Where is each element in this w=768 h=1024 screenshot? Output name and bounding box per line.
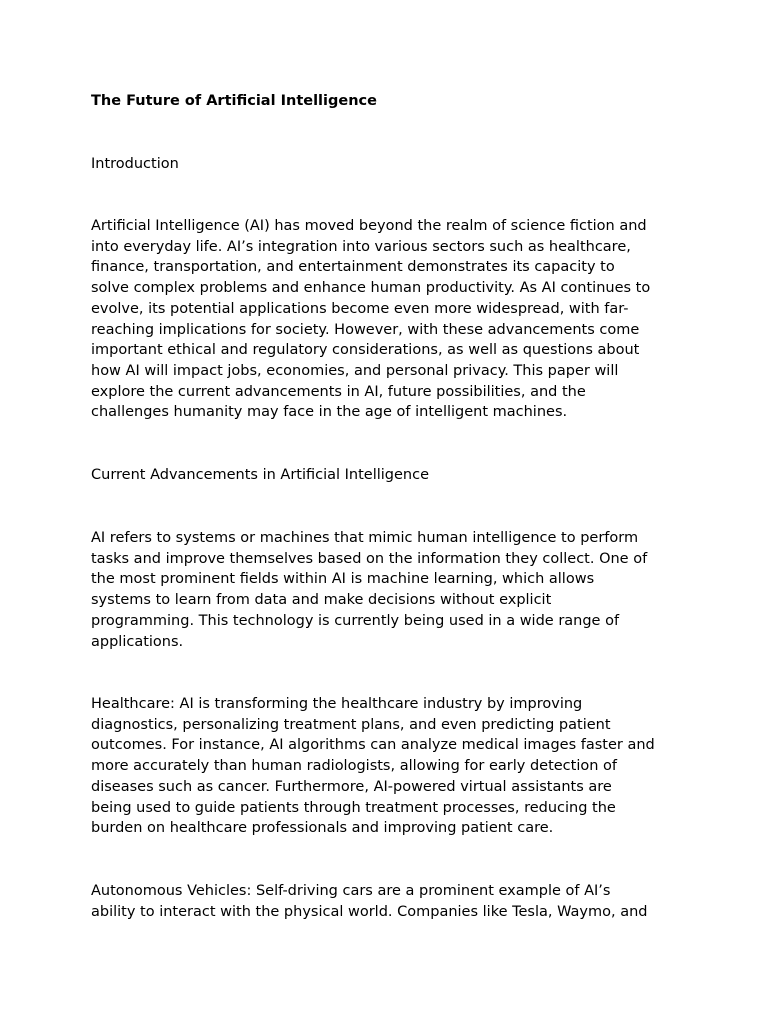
paragraph-line: diagnostics, personalizing treatment plans, and even predicting patient <box>91 716 611 733</box>
paragraph-line: challenges humanity may face in the age of intelligent machines. <box>91 404 568 421</box>
paragraph-line: reaching implications for society. However, with these advancements come <box>91 321 640 338</box>
paragraph-line: ability to interact with the physical world. Companies like Tesla, Waymo, and <box>91 903 648 920</box>
paragraph-line: finance, transportation, and entertainment demonstrates its capacity to <box>91 259 615 276</box>
paragraph-line: systems to learn from data and make decisions without explicit <box>91 592 552 609</box>
paragraph-line: burden on healthcare professionals and improving patient care. <box>91 820 554 837</box>
paragraph-line: important ethical and regulatory considerations, as well as questions about <box>91 342 640 359</box>
paragraph-line: programming. This technology is currently being used in a wide range of <box>91 612 620 629</box>
paragraph-line: Healthcare: AI is transforming the healthcare industry by improving <box>91 696 583 712</box>
document-title: The Future of Artificial Intelligence <box>91 93 377 109</box>
paragraph-line: Autonomous Vehicles: Self-driving cars are a prominent example of AI’s <box>91 883 611 899</box>
paragraph-line: solve complex problems and enhance human productivity. As AI continues to <box>91 280 651 297</box>
paragraph-line: being used to guide patients through treatment processes, reducing the <box>91 799 616 816</box>
current-advancements-paragraph <box>91 528 691 652</box>
introduction-paragraph <box>91 216 691 423</box>
paragraph-line: AI refers to systems or machines that mimic human intelligence to perform <box>91 530 639 546</box>
paragraph-line: more accurately than human radiologists, allowing for early detection of <box>91 758 618 775</box>
paragraph-line: evolve, its potential applications become even more widespread, with far- <box>91 300 629 317</box>
paragraph-line: explore the current advancements in AI, future possibilities, and the <box>91 383 586 400</box>
healthcare-paragraph <box>91 694 691 839</box>
introduction-heading: Introduction <box>91 156 179 172</box>
paragraph-line: how AI will impact jobs, economies, and personal privacy. This paper will <box>91 362 619 379</box>
paragraph-line: applications. <box>91 633 184 650</box>
paragraph-line: into everyday life. AI’s integration into various sectors such as healthcare, <box>91 238 631 255</box>
paragraph-line: Artificial Intelligence (AI) has moved beyond the realm of science fiction and <box>91 218 647 234</box>
autonomous-vehicles-paragraph <box>91 881 691 922</box>
paragraph-line: diseases such as cancer. Furthermore, AI-powered virtual assistants are <box>91 778 612 795</box>
current-advancements-heading: Current Advancements in Artificial Intelligence <box>91 467 430 483</box>
paragraph-line: the most prominent fields within AI is machine learning, which allows <box>91 571 595 588</box>
paragraph-line: outcomes. For instance, AI algorithms can analyze medical images faster and <box>91 737 655 754</box>
paragraph-line: tasks and improve themselves based on the information they collect. One of <box>91 550 648 567</box>
